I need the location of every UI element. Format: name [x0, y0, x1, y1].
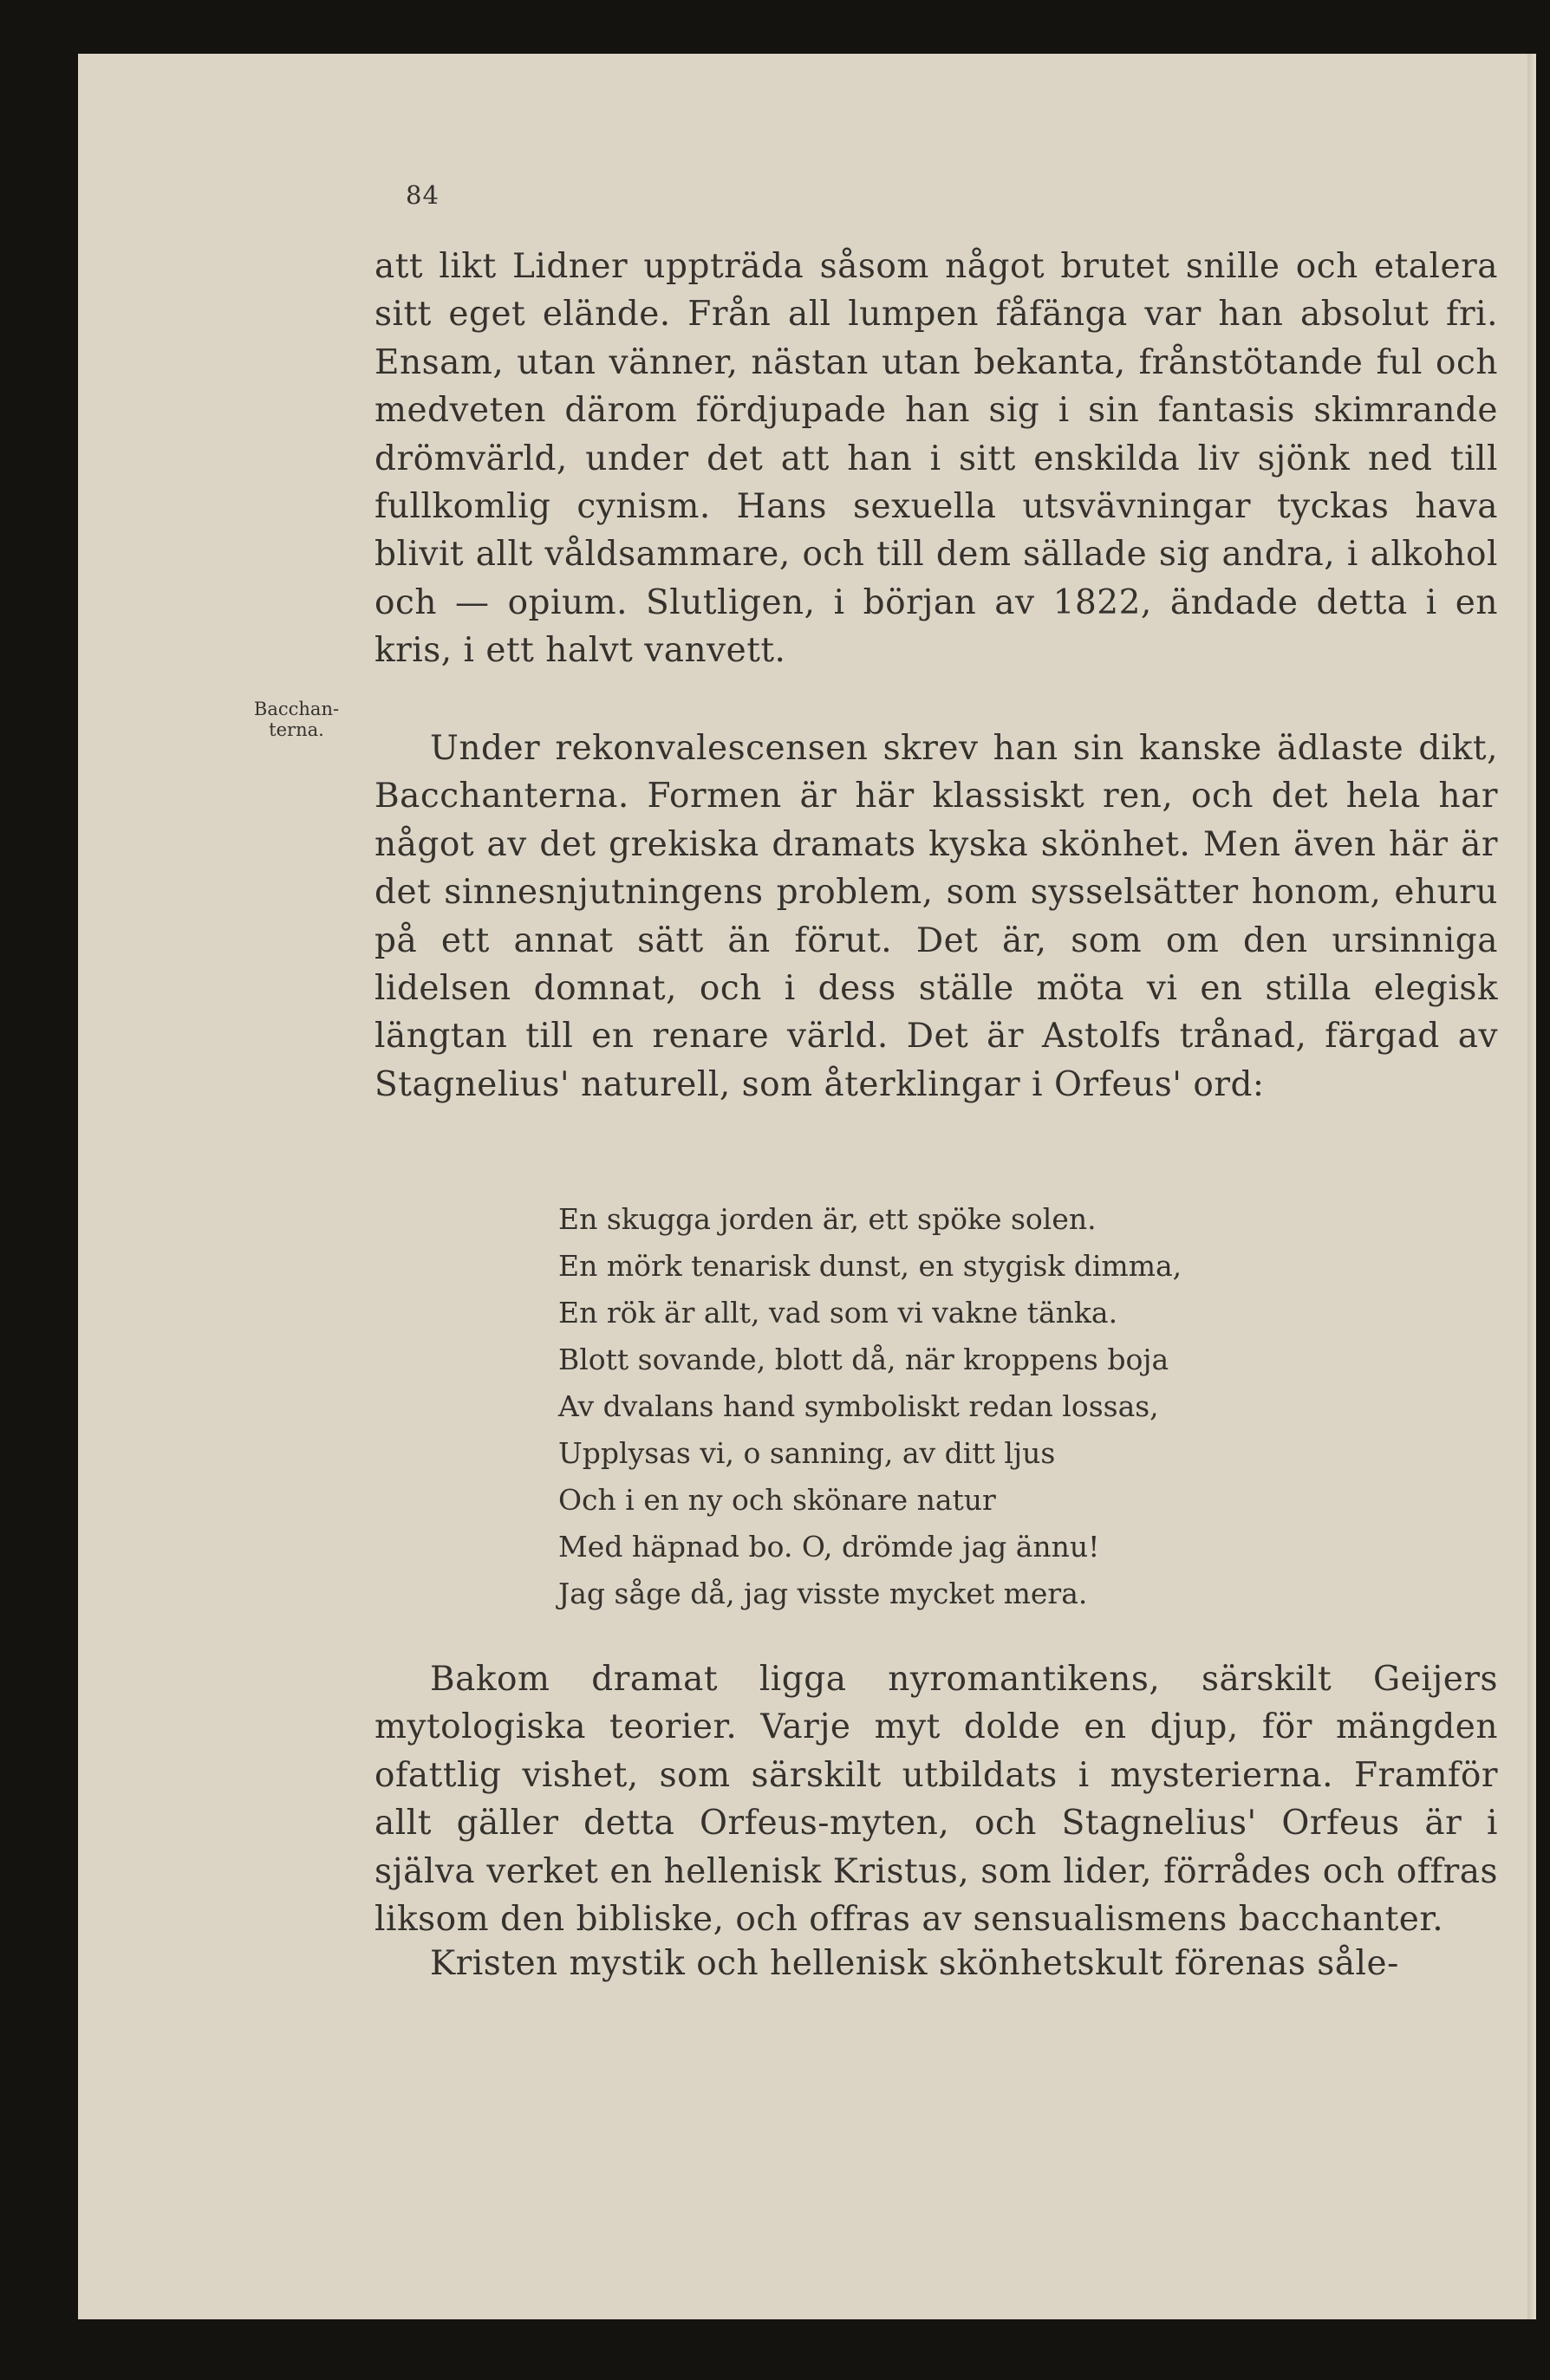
poem-line: En skugga jorden är, ett spöke solen. [558, 1202, 1097, 1236]
paragraph-4-text: Kristen mystik och hellenisk skönhetskult förenas såle- [430, 1944, 1399, 1983]
paragraph-1 [374, 243, 1498, 675]
poem-line: Och i en ny och skönare natur [558, 1483, 996, 1517]
poem-line: Av dvalans hand symboliskt redan lossas, [558, 1389, 1159, 1423]
poem-line: Med häpnad bo. O, drömde jag ännu! [558, 1530, 1100, 1564]
paragraph-2 [374, 725, 1498, 1109]
poem-line: En rök är allt, vad som vi vakne tänka. [558, 1296, 1118, 1330]
margin-note: Bacchan-terna. [253, 699, 340, 740]
poem-line: Upplysas vi, o sanning, av ditt ljus [558, 1436, 1056, 1470]
poem-line: Jag såge då, jag visste mycket mera. [558, 1577, 1088, 1610]
poem-quote [558, 1196, 1390, 1617]
paragraph-2-text: Under rekonvalescensen skrev han sin kanske ädlaste dikt, Bacchanterna. Formen är här klassiskt ren, och det hela har något av det grekiska dramats kyska skönhet. Men även här är det sinnesnjutningens problem, som sysselsätter honom, ehuru på ett annat sätt än förut. Det är, som om den ursinniga lidelsen domnat, och i dess ställe möta vi en stilla elegisk längtan till en renare värld. Det är Astolfs trånad, färgad av Stagnelius' naturell, som återklingar i Orfeus' ord: [374, 729, 1498, 1104]
page-edge [1527, 54, 1536, 2319]
book-page [78, 54, 1536, 2319]
page-number: 84 [406, 180, 440, 210]
poem-line: Blott sovande, blott då, när kroppens boja [558, 1343, 1169, 1376]
paragraph-4 [374, 1940, 1498, 1987]
poem-line: En mörk tenarisk dunst, en stygisk dimma, [558, 1249, 1182, 1283]
paragraph-3 [374, 1655, 1498, 1943]
paragraph-1-text: att likt Lidner uppträda såsom något brutet snille och etalera sitt eget elände. Från all lumpen fåfänga var han absolut fri. Ensam, utan vänner, nästan utan bekanta, frånstötande ful och medveten därom fördjupade han sig i sin fantasis skimrande drömvärld, under det att han i sitt enskilda liv sjönk ned till fullkomlig cynism. Hans sexuella utsvävningar tyckas hava blivit allt våldsammare, och till dem sällade sig andra, i alkohol och — opium. Slutligen, i början av 1822, ändade detta i en kris, i ett halvt vanvett. [374, 247, 1498, 671]
paragraph-3-text: Bakom dramat ligga nyromantikens, särskilt Geijers mytologiska teorier. Varje myt dolde en djup, för mängden ofattlig vishet, som särskilt utbildats i mysterierna. Framför allt gäller detta Orfeus-myten, och Stagnelius' Orfeus är i själva verket en hellenisk Kristus, som lider, förrådes och offras liksom den bibliske, och offras av sensualismens bacchanter. [374, 1660, 1498, 1940]
